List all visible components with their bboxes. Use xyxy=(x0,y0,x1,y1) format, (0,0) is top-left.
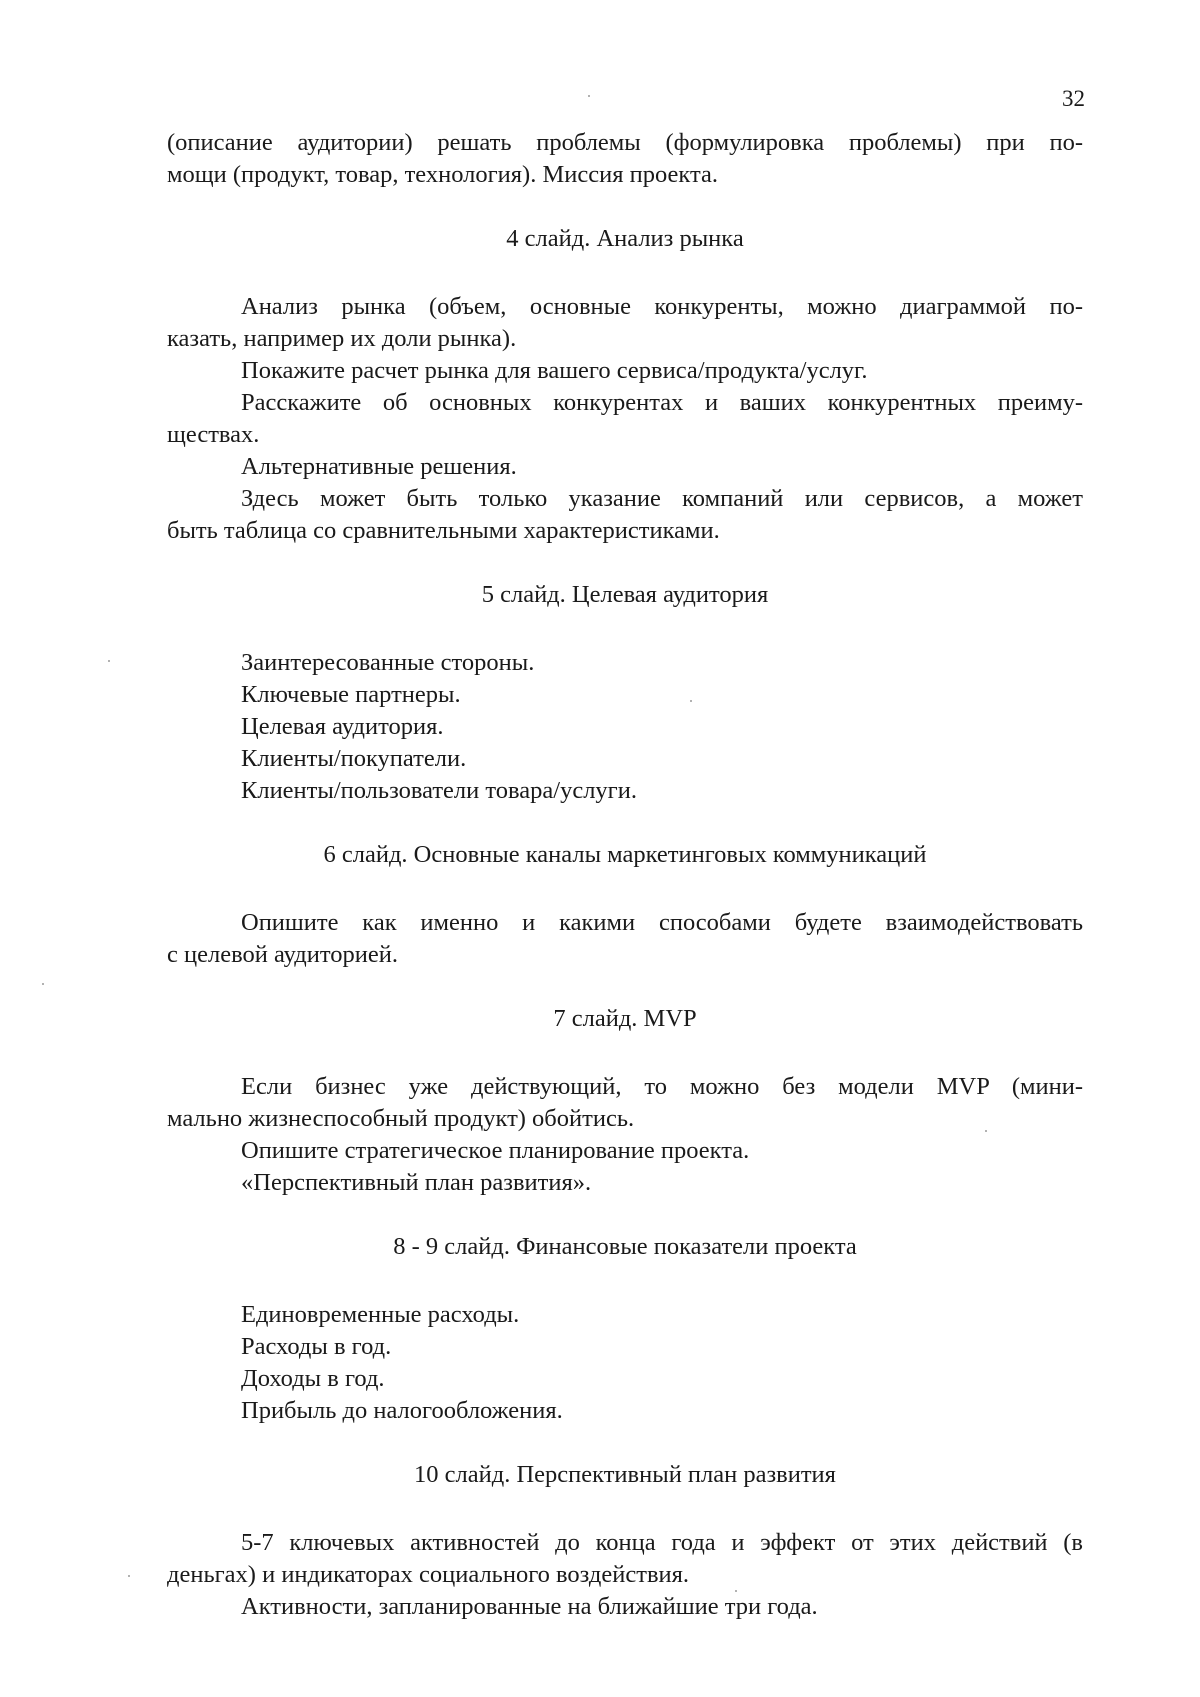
list-item: Единовременные расходы. xyxy=(241,1301,520,1328)
page-number: 32 xyxy=(1062,86,1085,111)
intro-line-2: мощи (продукт, товар, технология). Миссия проекта. xyxy=(167,161,718,188)
intro-paragraph xyxy=(167,127,1083,191)
page-content xyxy=(167,127,1083,1623)
scan-speck xyxy=(588,95,590,97)
list-item: Целевая аудитория. xyxy=(241,713,444,740)
scan-speck xyxy=(108,660,110,662)
scan-speck xyxy=(42,983,44,985)
section-4-p2: Покажите расчет рынка для вашего сервиса/продукта/услуг. xyxy=(241,357,868,384)
scan-speck xyxy=(735,1590,737,1592)
list-item: Клиенты/пользователи товара/услуги. xyxy=(241,777,637,804)
intro-line-1: (описание аудитории) решать проблемы (формулировка проблемы) при по- xyxy=(167,129,1083,156)
list-item: Расходы в год. xyxy=(241,1333,392,1360)
section-5-list xyxy=(167,647,1083,807)
section-6-heading: 6 слайд. Основные каналы маркетинговых коммуникаций xyxy=(323,841,927,868)
list-item: Заинтересованные стороны. xyxy=(241,649,535,676)
section-4-p1-line-1: Анализ рынка (объем, основные конкуренты, можно диаграммой по- xyxy=(241,293,1083,320)
section-7-p3: «Перспективный план развития». xyxy=(241,1169,592,1196)
section-4-p3-line-2: ществах. xyxy=(167,421,260,448)
section-4-p1-line-2: казать, например их доли рынка). xyxy=(167,325,517,352)
list-item: Ключевые партнеры. xyxy=(241,681,461,708)
scan-speck xyxy=(128,1575,130,1577)
section-8-heading: 8 - 9 слайд. Финансовые показатели проекта xyxy=(393,1233,857,1260)
section-10-p1-line-1: 5-7 ключевых активностей до конца года и эффект от этих действий (в xyxy=(241,1529,1083,1556)
section-4-p4: Альтернативные решения. xyxy=(241,453,517,480)
section-7-heading: 7 слайд. MVP xyxy=(553,1005,697,1032)
scan-speck xyxy=(985,1130,987,1132)
section-4-p3-line-1: Расскажите об основных конкурентах и ваших конкурентных преиму- xyxy=(241,389,1083,416)
section-10-heading: 10 слайд. Перспективный план развития xyxy=(414,1461,836,1488)
section-7-p1-line-1: Если бизнес уже действующий, то можно без модели MVP (мини- xyxy=(241,1073,1083,1100)
section-6-p1-line-2: с целевой аудиторией. xyxy=(167,941,398,968)
section-4-p5-line-1: Здесь может быть только указание компаний или сервисов, а может xyxy=(241,485,1083,512)
scan-speck xyxy=(690,700,692,702)
section-4-heading: 4 слайд. Анализ рынка xyxy=(506,225,744,252)
list-item: Прибыль до налогообложения. xyxy=(241,1397,563,1424)
list-item: Клиенты/покупатели. xyxy=(241,745,467,772)
section-7-p1-line-2: мально жизнеспособный продукт) обойтись. xyxy=(167,1105,635,1132)
section-6-p1-line-1: Опишите как именно и какими способами будете взаимодействовать xyxy=(241,909,1083,936)
section-10-p2: Активности, запланированные на ближайшие три года. xyxy=(241,1593,818,1620)
section-4-p5-line-2: быть таблица со сравнительными характеристиками. xyxy=(167,517,720,544)
list-item: Доходы в год. xyxy=(241,1365,385,1392)
section-7-p2: Опишите стратегическое планирование проекта. xyxy=(241,1137,750,1164)
section-8-list xyxy=(167,1299,1083,1427)
section-10-p1-line-2: деньгах) и индикаторах социального воздействия. xyxy=(167,1561,690,1588)
section-5-heading: 5 слайд. Целевая аудитория xyxy=(481,581,769,608)
